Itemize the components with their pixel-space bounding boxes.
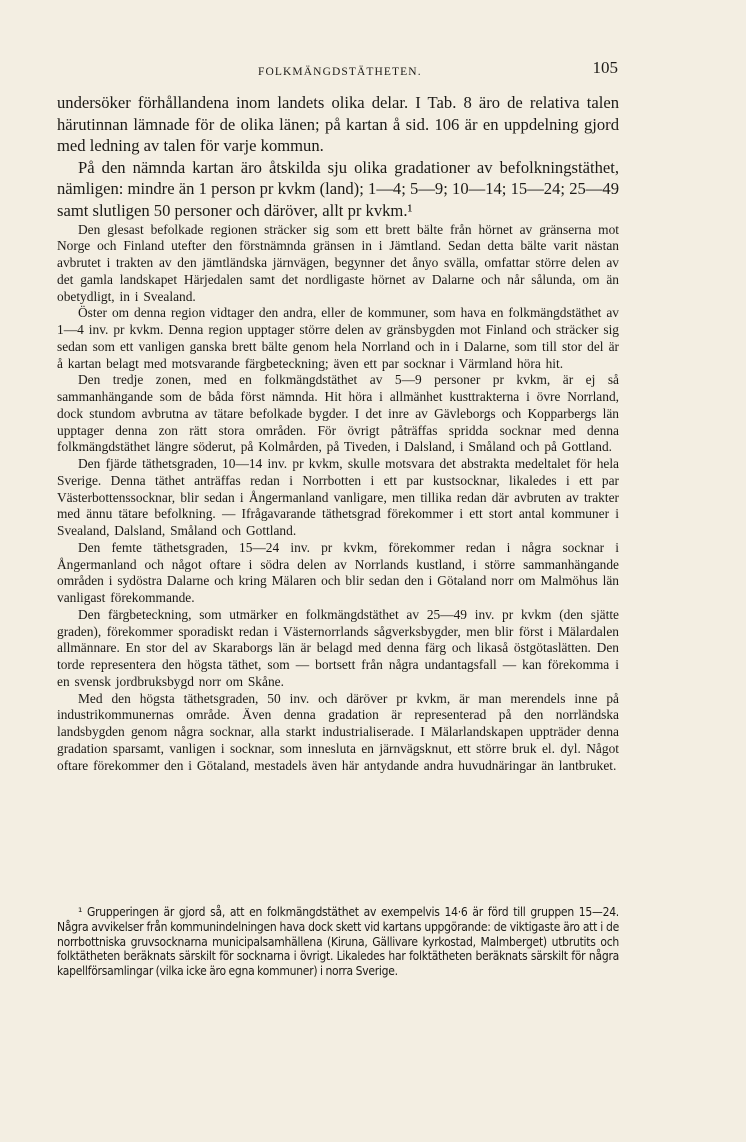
paragraph: Den fjärde täthetsgraden, 10—14 inv. pr kvkm, skulle motsvara det abstrakta medeltalet för hela Sverige. Denna täthet anträffas redan i Norrbotten i ett par kustsocknar, likaledes i ett par Västerbottenssocknar, blir sedan i Ångermanland vanligare, men tillika redan där avbruten av trakter med ännu tätare befolkning. — Ifrågavarande täthetsgrad förekommer i ett stort antal kommuner i Svealand, Dalsland, Småland och Gottland. — [57, 456, 619, 539]
paragraph: Den femte täthetsgraden, 15—24 inv. pr kvkm, förekommer redan i några socknar i Ångermanland och något oftare i södra delen av Norrlands kustland, i större sammanhängande områden i sydöstra Dalarne och kring Mälaren och blir sedan den i Götaland norr om Malmöhus län vanligast förekommande. — [57, 539, 619, 606]
page-number: 105 — [592, 58, 618, 77]
paragraph: Med den högsta täthetsgraden, 50 inv. och däröver pr kvkm, är man merendels inne på industrikommunernas område. Även denna gradation är representerad på den norrländska landsbygden genom några socknar, alla starkt industrialiserade. I Mälarlandskapen uppträder denna gradation sparsamt, vanligen i socknar, som innesluta en järnvägsknut, ett större bruk el. dyl. Något oftare förekommer den i Götaland, mestadels även här antydande andra huvudnäringar än lantbruket. — [57, 690, 619, 773]
body-text — [57, 92, 619, 774]
paragraph: undersöker förhållandena inom landets olika delar. I Tab. 8 äro de relativa talen härutinnan lämnade för de olika länen; på kartan å sid. 106 är en uppdelning gjord med ledning av talen för varje kommun. — [57, 93, 619, 156]
running-head: FOLKMÄNGDSTÄTHETEN. — [258, 66, 422, 78]
paragraph: Öster om denna region vidtager den andra, eller de kommuner, som hava en folkmängdstäthet av 1—4 inv. pr kvkm. Denna region upptager större delen av gränsbygden mot Finland och sträcker sig sedan som ett vanligen ganska brett bälte genom hela Norrland och in i Dalarne, som till stor del är å kartan belagt med motsvarande färgbeteckning; även ett par socknar i Värmland höra hit. — [57, 305, 619, 371]
paragraph: Den glesast befolkade regionen sträcker sig som ett brett bälte från hörnet av gränserna mot Norge och Finland utefter den förstnämnda gränsen in i Jämtland. Sedan detta bälte varit nästan avbrutet i trakten av den jämtländska järnvägen, begynner det ånyo svälla, omfattar större delen av det gamla landskapet Härjedalen samt det nordligaste hörnet av Dalarne och når sålunda, om än obetydligt, in i Svealand. — [57, 221, 619, 304]
paragraph: På den nämnda kartan äro åtskilda sju olika gradationer av befolkningstäthet, nämligen: mindre än 1 person pr kvkm (land); 1—4; 5—9; 10—14; 15—24; 25—49 samt slutligen 50 personer och däröver, allt pr kvkm.¹ — [57, 157, 619, 220]
page-header — [58, 58, 618, 80]
footnote: ¹ Grupperingen är gjord så, att en folkmängdstäthet av exempelvis 14·6 är förd till gruppen 15—24. Några avvikelser från kommunindelningen hava dock skett vid kartans uppgörande: de viktigaste äro att i de norrbottniska gruvsocknarna municipalsamhällena (Kiruna, Gällivare kyrkostad, Malmberget) utbrutits och folktätheten beräknats särskilt för socknarna i övrigt. Likaledes har folktätheten beräknats särskilt för några kapellförsamlingar (vilka icke äro egna kommuner) i norra Sverige. — [57, 905, 619, 979]
paragraph: Den färgbeteckning, som utmärker en folkmängdstäthet av 25—49 inv. pr kvkm (den sjätte graden), förekommer sporadiskt redan i Västernorrlands sågverksbygder, men blir först i Mälardalen allmännare. En stor del av Skaraborgs län är belagd med denna färg och likaså östgötaslätten. Den torde representera den högsta täthet, som — bortsett från några undantagsfall — kan förekomma i en svensk jordbruksbygd norr om Skåne. — [57, 606, 619, 689]
footnotes — [57, 905, 619, 979]
paragraph: Den tredje zonen, med en folkmängdstäthet av 5—9 personer pr kvkm, är ej så sammanhängande som de båda först nämnda. Hit höra i allmänhet kusttrakterna i övre Norrland, dock stundom avbrutna av tätare befolkade bygder. I det inre av Gävleborgs och Kopparbergs län upptager denna zon rätt stora områden. För övrigt påträffas spridda socknar med denna folkmängdstäthet längre söderut, på Kolmården, på Tiveden, i Dalsland, i Småland och på Gottland. — [57, 372, 619, 455]
